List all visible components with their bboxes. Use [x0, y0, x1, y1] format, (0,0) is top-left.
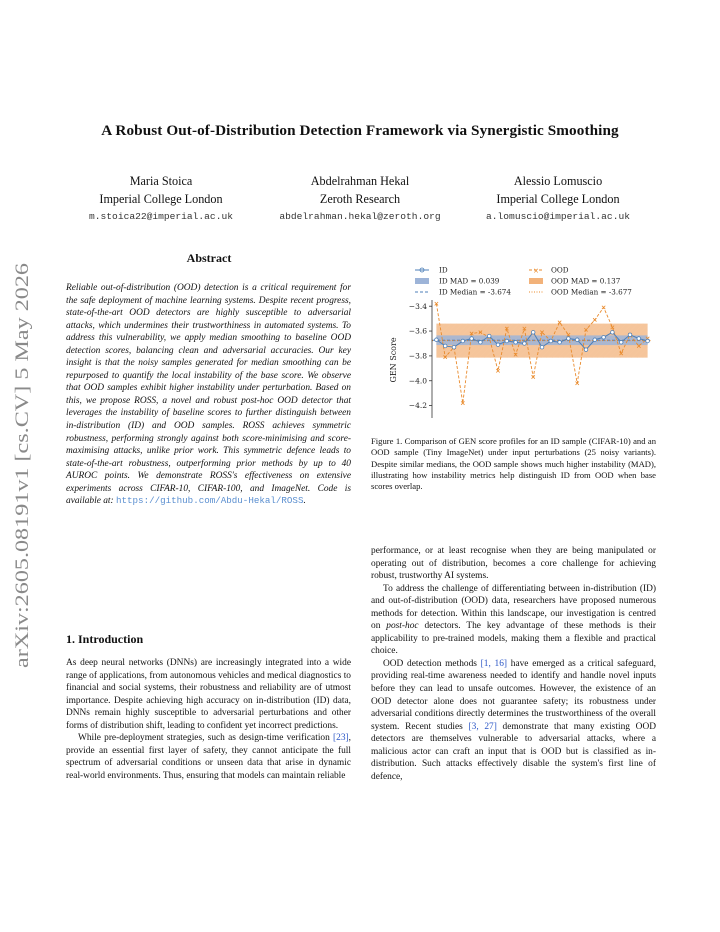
abstract-body-text: Reliable out-of-distribution (OOD) detection is a critical requirement for the safe deployment of machine learning systems. Despite recent progress, state-of-the-art OOD detectors are highly susceptible to adversarial attacks, which undermines their trustworthiness in automated systems. To address this vulnerability, we apply median smoothing to baseline OOD detection scores, balancing clean and adversarial accuracies. Our key insight is that the noisy samples generated for median smoothing can be repurposed to quantify the local instability of the base score. We observe that OOD samples exhibit higher instability under perturbation. Based on this, we propose ROSS, a novel and robust post-hoc OOD detector that leverages the instability of baseline scores to further distinguish between in-distribution (ID) and OOD samples. ROSS achieves symmetric robustness, performing strongly against both score-minimising and score-maximising attacks, unlike prior work. This symmetric defence leads to state-of-the-art robustness, outperforming prior methods by up to 40 AUROC points. We demonstrate ROSS's effectiveness on extensive experiments across CIFAR-10, CIFAR-100, and ImageNet. Code is available at: [66, 283, 351, 507]
author-email[interactable]: a.lomuscio@imperial.ac.uk [486, 211, 630, 222]
y-tick-label: −4.0 [408, 376, 427, 386]
id-point [435, 338, 439, 342]
author-affiliation: Imperial College London [99, 192, 223, 206]
figure-caption: Figure 1. Comparison of GEN score profiles for an ID sample (CIFAR-10) and an OOD sample (Tiny ImageNet) under input perturbations (25 noisy variants). Despite similar medians, the OOD sample shows much higher instability (MAD), illustrating how instability metrics help distinguish ID from OOD when base scores overlap. [371, 436, 656, 492]
author-affiliation: Imperial College London [496, 192, 620, 206]
legend-id-median-label: ID Median = -3.674 [439, 287, 511, 297]
id-point [479, 340, 483, 344]
arxiv-stamp [2, 256, 42, 676]
author-block [464, 172, 652, 226]
id-point [487, 334, 491, 338]
code-link[interactable]: https://github.com/Abdu-Hekal/ROSS [116, 495, 304, 507]
id-point [531, 330, 535, 334]
arxiv-id: arXiv:2605.08191v1 [cs.CV] 5 May 2026 [12, 349, 33, 668]
paragraph-text: have emerged as a critical safeguard, providing real-time awareness needed to identify and handle novel inputs before they can lead to unsafe outcomes. However, the existence of an OOD detector alone does not guarantee safety; its robustness under adversarial conditions directly determines the trustworthiness of the overall system. Recent studies [371, 658, 656, 732]
author-block [250, 172, 470, 226]
ood-point [593, 318, 596, 321]
paragraph: performance, or at least recognise when they are being manipulated or operating out of distribution, becomes a core challenge for achieving robust, trustworthy AI systems. [371, 546, 656, 582]
citation-link[interactable]: [3, 27] [468, 721, 497, 732]
id-point [505, 339, 509, 343]
id-point [443, 344, 447, 348]
intro-left-column [66, 657, 351, 782]
id-point [496, 343, 500, 347]
id-point [558, 340, 562, 344]
paragraph-text: , provide an essential first layer of safety, they cannot anticipate the full spectrum of adversarial conditions or unseen data that arise in dynamic real-world environments. Thus, ensuring that models can maintain reliable [66, 733, 351, 781]
id-point [619, 340, 623, 344]
id-point [646, 339, 650, 343]
id-point [470, 337, 474, 341]
id-point [549, 339, 553, 343]
id-point [584, 348, 588, 352]
figure-1 [371, 256, 657, 426]
paragraph-text: To address the challenge of differentiating between in-distribution (ID) and out-of-distribution (OOD) data, researchers have proposed numerous methods for detection. Within this landscape, our investigation is centred on [371, 583, 656, 632]
ood-point [602, 306, 605, 309]
y-axis-label: GEN Score [389, 337, 398, 383]
legend-id-mad-label: ID MAD = 0.039 [439, 276, 500, 286]
id-point [540, 345, 544, 349]
id-point [523, 342, 527, 346]
id-point [637, 337, 641, 341]
legend-id-label: ID [439, 265, 448, 275]
id-point [628, 333, 632, 337]
legend-ood-marker: × [533, 266, 539, 275]
id-point [602, 335, 606, 339]
y-tick-label: −3.8 [408, 351, 427, 361]
legend-ood-label: OOD [551, 265, 569, 275]
paragraph-text: While pre-deployment strategies, such as design-time verification [78, 733, 330, 744]
gen-score-chart [371, 256, 657, 426]
id-point [567, 337, 571, 341]
legend-ood-mad-label: OOD MAD = 0.137 [551, 276, 621, 286]
legend-ood-median-label: OOD Median = -3.677 [551, 287, 632, 297]
paragraph: As deep neural networks (DNNs) are increasingly integrated into a wide range of applications, from autonomous vehicles and medical diagnostics to financial and social systems, their robustness and reliability are of utmost importance. Despite achieving high accuracy on in-distribution (ID) data, DNNs remain highly susceptible to adversarial perturbations and other forms of distribution shift, leading to confident yet incorrect predictions. [66, 658, 351, 731]
author-email[interactable]: m.stoica22@imperial.ac.uk [89, 211, 233, 222]
y-tick-label: −3.4 [408, 301, 427, 311]
id-point [514, 340, 518, 344]
legend-id-mad-swatch [415, 278, 429, 284]
chart-legend [415, 266, 632, 297]
legend-ood-mad-swatch [529, 278, 543, 284]
section-heading-introduction: 1. Introduction [66, 632, 144, 646]
abstract-end: . [303, 496, 306, 507]
y-tick-label: −3.6 [408, 326, 427, 336]
citation-link[interactable]: [1, 16] [480, 658, 508, 669]
id-point [611, 330, 615, 334]
id-point [575, 338, 579, 342]
author-name: Abdelrahman Hekal [310, 174, 410, 188]
paragraph [371, 658, 656, 783]
citation-link[interactable]: [23] [333, 733, 349, 744]
paragraph-text: detectors. The key advantage of these methods is their applicability to pre-trained models, making them a flexible and practical choice. [371, 621, 657, 657]
paragraph [371, 583, 656, 658]
emphasis-text: post-hoc [386, 621, 419, 632]
ood-point [558, 321, 561, 324]
abstract-heading: Abstract [186, 251, 232, 265]
author-block [70, 172, 252, 226]
abstract-text [66, 282, 351, 508]
id-point [593, 338, 597, 342]
id-point [452, 345, 456, 349]
paragraph [66, 732, 351, 782]
author-affiliation: Zeroth Research [319, 192, 401, 206]
id-point [461, 339, 465, 343]
right-column [371, 545, 656, 783]
paper-title: A Robust Out-of-Distribution Detection Framework via Synergistic Smoothing [101, 122, 619, 139]
y-tick-label: −4.2 [408, 401, 427, 411]
author-email[interactable]: abdelrahman.hekal@zeroth.org [279, 211, 441, 222]
author-name: Maria Stoica [129, 174, 193, 188]
paragraph-text: OOD detection methods [383, 658, 481, 669]
author-name: Alessio Lomuscio [513, 174, 603, 188]
paragraph-text: demonstrate that many existing OOD detectors are themselves vulnerable to adversarial attacks, where a malicious actor can craft an input that is OOD but is classified as in-distribution. Such attacks effectively disable the system's first line of defence, [371, 721, 656, 782]
plot-area [409, 300, 652, 418]
